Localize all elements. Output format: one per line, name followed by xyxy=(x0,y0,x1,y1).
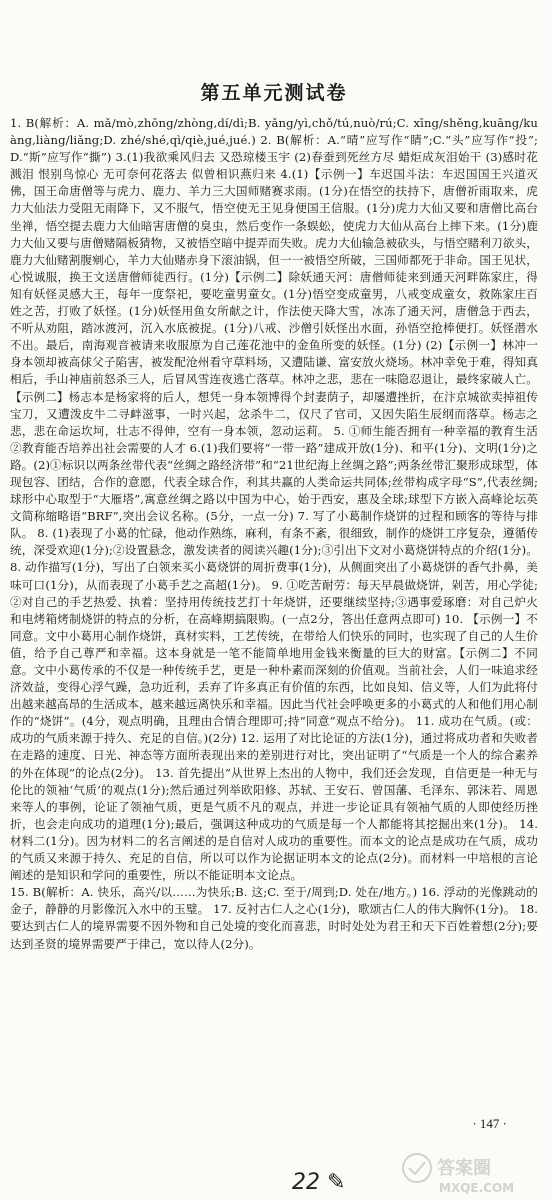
page-number: · 147 · xyxy=(472,1116,507,1131)
watermark-logo xyxy=(395,1148,545,1196)
svg-text:答案圈: 答案圈 xyxy=(437,1158,491,1179)
svg-text:MXQE.COM: MXQE.COM xyxy=(439,1181,515,1195)
handwritten-mark: 22 ✎ xyxy=(292,1170,346,1195)
answer-page xyxy=(10,48,538,953)
answer-paragraph-1: 1. B(解析：A. mǎ/mò,zhōng/zhòng,dí/dì;B. yǎng/yì,chǒ/tú,nuò/rú;C. xīng/shěng,kuāng/kuàng,liàng/liǎng;D. zhé/shé,qì/qiè,jué,jué.) 2. B(解析：A.“晴”应写作“睛”;C.“头”应写作“投”;D.“斯”应写作“撕”) 3.(1)我欲乘风归去 又恐琼楼玉宇 (2)春蚕到死丝方尽 蜡炬成灰泪始干 (3)感时花溅泪 恨别鸟惊心 无可奈何花落去 似曾相识燕归来 4.(1)【示例一】车迟国斗法：车迟国国王兴道灭佛，国王命唐僧等与虎力、鹿力、羊力三大国师赌赛求雨。(1分)在悟空的扶持下，唐僧祈雨取来，虎力大仙法力受阻无雨降下，又不服气，悟空使无王见身便国王信服。(1分)虎力大仙又要和唐僧比高台坐禅，悟空提去鹿力大仙暗害唐僧的臭虫，然后变作一条蜈蚣，使虎力大仙从高台上摔下来。(1分)鹿力大仙又要与唐僧赌隔板猜物，又被悟空暗中提弄而失败。虎力大仙输急被砍头，与悟空赌利刀欲头，鹿力大仙赌割腹剜心，羊力大仙赌赤身下滚油锅，但一一被悟空所破，三国师都死于非命。国王见状，心悦诚服，换王文送唐僧师徒西行。(1分)【示例二】除妖通天河：唐僧师徒来到通天河畔陈家庄，得知有妖怪灵感大王，每年一度祭祀，要吃童男童女。(1分)悟空变成童男，八戒变成童女，救陈家庄百姓之苦，打败了妖怪。(1分)妖怪用鱼女所献之计，作法使天降大雪，冰冻了通天河，唐僧急于西去，不听从劝阻，踏冰渡河，沉入水底被捉。(1分)八戒、沙僧引妖怪出水面，孙悟空抢棒便打。妖怪潜水不出。最后，南海观音被请来收服原为自己莲花池中的金鱼所变的妖怪。(1分) (2)【示例一】林冲一身本领却被高俅父子陷害，被发配沧州看守草料场，又遭陆谦、富安放火烧场。林冲幸免于难，得知真相后，手山神庙前怒杀三人，后冒风雪连夜逃亡落草。林冲之悲，悲在一味隐忍退让，最终家破人亡。【示例二】杨志本是杨家将的后人，想凭一身本领博得个封妻荫子，却屡遭挫折，在汴京城欲卖掉祖传宝刀，又遭泼皮牛二寻衅滋事，一时兴起，忿杀牛二，仅尺了官司，又因失陷生辰纲而落草。杨志之悲，悲在命运坎坷，壮志不得伸，空有一身本领，忽动运莉。 5. ①师生能否拥有一种幸福的教育生活 ②教育能否培养出社会需要的人才 6.(1)我们要将“一带一路”建成开放(1分)、和平(1分)、文明(1分)之路。(2)①标识以两条丝带代表“丝绸之路经济带”和“21世纪海上丝绸之路”;两条丝带汇聚形成球型，体现包容、团结，合作的意愿，代表全球合作，利其共赢的人类命运共同体;丝带构成字母“S”,代表丝绸;球形中心取型于“大雁塔”,寓意丝绸之路以中国为中心，始于西安，惠及全球;球型下方嵌入高峰论坛英文简称缩略语“BRF”,突出会议名称。(5分，一点一分) 7. 写了小葛制作烧饼的过程和顾客的等待与排队。 8. (1)表现了小葛的忙碌，他动作熟练，麻利，有条不紊，很细致，制作的烧饼工序复杂，遵循传统，深受欢迎(1分);②设置悬念，激发读者的阅读兴趣(1分);③引出下文对小葛烧饼特点的介绍(1分)。 8. 动作描写(1分)，写出了白领来买小葛烧饼的周折费事(1分)，从侧面突出了小葛烧饼的香气扑鼻，美味可口(1分)，从而表现了小葛手艺之高超(1分)。 9. ①吃苦耐劳：每天早晨做烧饼，剁苦，用心学徒;②对自己的手艺热爱、执着：坚持用传统技艺打十年烧饼，还要继续坚持;③遇事爱琢磨：对自己炉火和电烤箱烤制烧饼的特点的分析，在高峰期搞限购。(一点2分，答出任意两点即可) 10. 【示例一】不同意。文中小葛用心制作烧饼，真材实料，工艺传统，在带给人们快乐的同时，也实现了自己的人生价值，给予自己尊严和幸福。这本身就是一笔不能简单地用金钱来衡量的巨大的财富。【示例二】不同意。文中小葛传承的不仅是一种传统手艺，更是一种朴素而深刻的价值观。当前社会，人们一味追求经济效益，变得心浮气躁，急功近利，丢弃了许多真正有价值的东西，比如良知、信义等，人们为此将付出越来越高昂的生活成本，越来越远离快乐和幸福。因此当代社会呼唤更多的小葛式的人和他们用心制作的“烧饼”。(4分，观点明确，且理由合情合理即可;持“同意”观点不给分)。 11. 成功在气质。(或：成功的气质来源于持久、充足的自信。)(2分) 12. 运用了对比论证的方法(1分)，通过将成功者和失败者在走路的速度、日光、神态等方面所表现出来的差别进行对比，突出证明了“气质是一个人的综合素养的外在体现”的论点(2分)。 13. 首先提出“从世界上杰出的人物中，我们还会发现，自信更是一种无与伦比的领袖‘气质’的观点(1分);然后通过列举欧阳修、苏轼、王安石、曾国藩、毛泽东、郭沫若、周恩来等人的事例，论证了领袖气质，更是气质不凡的观点，并进一步论证具有领袖气质的人即使经历挫折，也会走向成功的道理(1分);最后，强调这种成功的气质是每一个人都能将其挖掘出来(1分)。 14. 材料二(1分)。因为材料二的名言阐述的是自信对人成功的重要性。而本文的论点是成功在气质，成功的气质又来源于持久、充足的自信，所以可以作为论据证明本文的论点(2分)。而材料一中培根的言论阐述的是知识和学问的重要性，所以不能证明本文论点。 xyxy=(10,116,538,883)
answer-paragraph-2: 15. B(解析：A. 快乐，高兴/以……为快乐;B. 这;C. 至于/周到;D. 处在/地方。) 16. 浮动的光像跳动的金子，静静的月影像沉入水中的玉璧。 17. 反衬古仁人之心(1分)，歌颂古仁人的伟大胸怀(1分)。 18. 要达到古仁人的境界需要不因外物和自己处境的变化而喜悲，时时处处为君王和天下百姓着想(2分);要达到圣贤的境界需要严于律己，宽以待人(2分)。 xyxy=(10,885,538,951)
page-title: 第五单元测试卷 xyxy=(200,82,348,104)
